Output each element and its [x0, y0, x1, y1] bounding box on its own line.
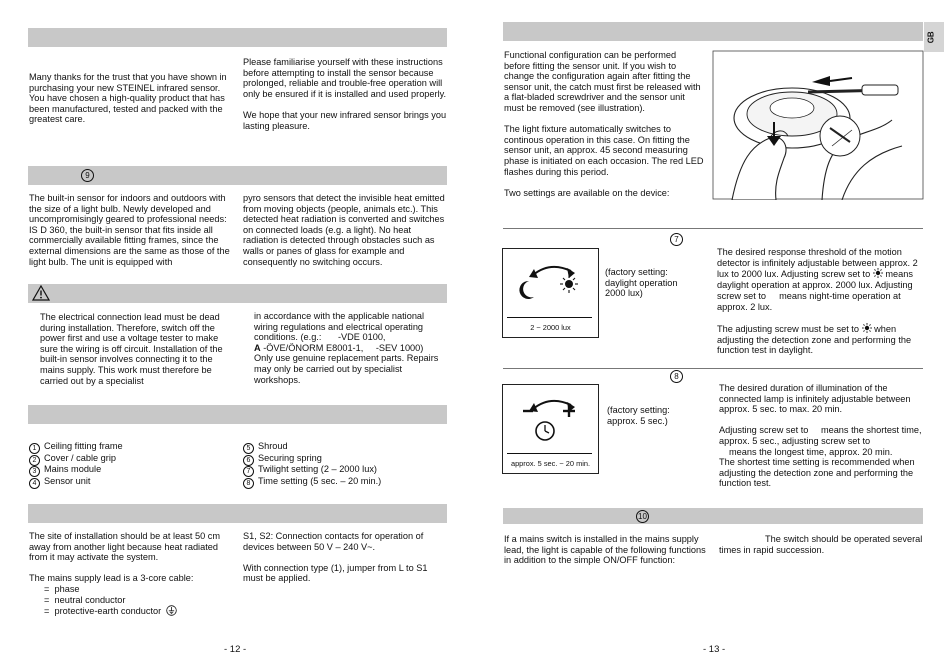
intro-column-2: Please familiarise yourself with these instructions before attempting to install the sensor because prolonged, reliable and trouble-free operation will only be ensured if it is installed and used properly. We hope that your new infrared sensor brings you lasting pleasure.	[243, 57, 447, 131]
twilight-factory-setting: (factory setting: daylight operation 2000 lux)	[605, 267, 678, 299]
time-section-label	[670, 370, 683, 383]
page-number-left: - 12 -	[224, 644, 247, 655]
list-item: 1 Ceiling fitting frame	[29, 441, 234, 453]
list-item: 3 Mains module	[29, 464, 234, 476]
time-factory-setting: (factory setting: approx. 5 sec.)	[607, 405, 670, 426]
description-header-bar	[28, 166, 447, 185]
twilight-rule	[503, 228, 923, 229]
installation-header-bar	[28, 504, 447, 523]
page-number-right: - 13 -	[703, 644, 726, 655]
intro-column-1: Many thanks for the trust that you have shown in purchasing your new STEINEL infrared sensor. You have chosen a high-quality product that has been manufactured, tested and packed with the greatest care.	[29, 72, 227, 125]
time-description: The desired duration of illumination of the connected lamp is infinitely adjustable between approx. 5 sec. to max. 20 min. Adjusting screw set to means the shortest time, approx. 5 sec., adjusting screw set to means the longest time, approx. 20 min. The shortest time setting is recommended when adjusting the detection zone and performing the function test.	[719, 383, 922, 489]
wire-phase: = phase	[44, 583, 80, 594]
wire-neutral: = neutral conductor	[44, 594, 126, 605]
section-number-7: 7	[670, 233, 683, 246]
section-number-8: 8	[670, 370, 683, 383]
sun-icon	[873, 268, 883, 278]
list-item: 7 Twilight setting (2 – 2000 lux)	[243, 464, 448, 476]
list-item: 4 Sensor unit	[29, 476, 234, 488]
mains-switch-header-bar	[503, 508, 923, 524]
list-item: 8 Time setting (5 sec. – 20 min.)	[243, 476, 448, 488]
twilight-section-label	[670, 233, 683, 246]
list-item: 5 Shroud	[243, 441, 448, 453]
mains-switch-column-1: If a mains switch is installed in the mains supply lead, the light is capable of the following functions in addition to the simple ON/OFF function:	[504, 534, 706, 566]
twilight-dial-graphic	[503, 253, 598, 313]
warning-column-1: The electrical connection lead must be dead during installation. Therefore, switch off the power first and use a voltage tester to make sure the wiring is off circuit. Installation of the built-in sensor involves connecting it to the mains supply. This work must therefore be carried out by a specialist	[40, 312, 223, 386]
installation-column-1: The site of installation should be at least 50 cm away from another light because heat radiated from it may activate the system. The mains supply lead is a 3-core cable: = phase = neutral conductor = protective-earth conductor	[29, 531, 234, 617]
config-text: Functional configuration can be performed before fitting the sensor unit. If you wish to change the configuration again after fitting the sensor unit, the catch must first be released with a flat-bladed screwdriver and the sensor unit must be removed (see illustration). The light fixture automatically switches to continous operation in this case. On fitting the sensor unit, an approx. 45 second measuring phase is initiated on each occasion. The red LED flashes during this period. Two settings are available on the device:	[504, 50, 704, 198]
time-dial-graphic	[503, 387, 598, 453]
time-dial-box	[502, 384, 599, 474]
config-header-bar	[503, 22, 923, 41]
language-tab: GB	[924, 22, 944, 52]
section-number-9: 9	[81, 169, 94, 182]
components-list-1	[29, 441, 234, 487]
warning-column-2: in accordance with the applicable national wiring regulations and electrical operating conditions. (e.g.: -VDE 0100, A -ÖVE/ÖNORM E8001-1, -SEV 1000) Only use genuine replacement parts. Repairs may only be carried out by specialist workshops.	[254, 311, 439, 385]
wire-earth: = protective-earth conductor	[29, 605, 234, 617]
twilight-description: The desired response threshold of the motion detector is infinitely adjustable between approx. 2 lux to 2000 lux. Adjusting screw set to means daylight operation at approx. 2000 lux. Adjusting screw set to means night-time operation at approx. 2 lux. The adjusting screw must be set to when adjusting the detection zone and performing the function test in daylight.	[717, 247, 918, 356]
twilight-range-caption: 2 ~ 2000 lux	[530, 323, 571, 332]
earth-ground-icon	[166, 605, 177, 616]
section-number-10: 10	[636, 510, 649, 523]
twilight-dial-box	[502, 248, 599, 338]
warning-icon	[32, 285, 50, 301]
list-item: 6 Securing spring	[243, 453, 448, 465]
list-item: 2 Cover / cable grip	[29, 453, 234, 465]
twilight-caption-rule	[507, 317, 592, 318]
moon-icon	[769, 290, 777, 300]
components-header-bar	[28, 405, 447, 424]
components-list-2	[243, 441, 448, 487]
installation-column-2: S1, S2: Connection contacts for operation of devices between 50 V – 240 V~. With connection type (1), jumper from L to S1 must be applied.	[243, 531, 428, 584]
intro-header-bar	[28, 28, 447, 47]
sun-icon	[862, 323, 872, 333]
time-rule	[503, 368, 923, 369]
time-caption-rule	[507, 453, 592, 454]
time-range-caption: approx. 5 sec. ~ 20 min.	[510, 459, 591, 468]
sensor-removal-illustration	[712, 50, 924, 200]
description-column-1: The built-in sensor for indoors and outdoors with the size of a light bulb. Newly developed and uncompromisingly geared to professional needs: IS D 360, the built-in sensor that fits inside all commercially available fitting frames, since the external dimensions are the same as those of the light bulb. The unit is equipped with	[29, 193, 230, 267]
warning-header-bar	[28, 284, 447, 303]
mains-switch-column-2: The switch should be operated several times in rapid succession.	[719, 534, 923, 555]
description-column-2: pyro sensors that detect the invisible heat emitted from moving objects (people, animals etc.). This detected heat radiation is converted and switches on connected loads (e.g. a light). No heat radiation is detected through obstacles such as walls or panes of glass for example and consequently no switching occurs.	[243, 193, 445, 267]
